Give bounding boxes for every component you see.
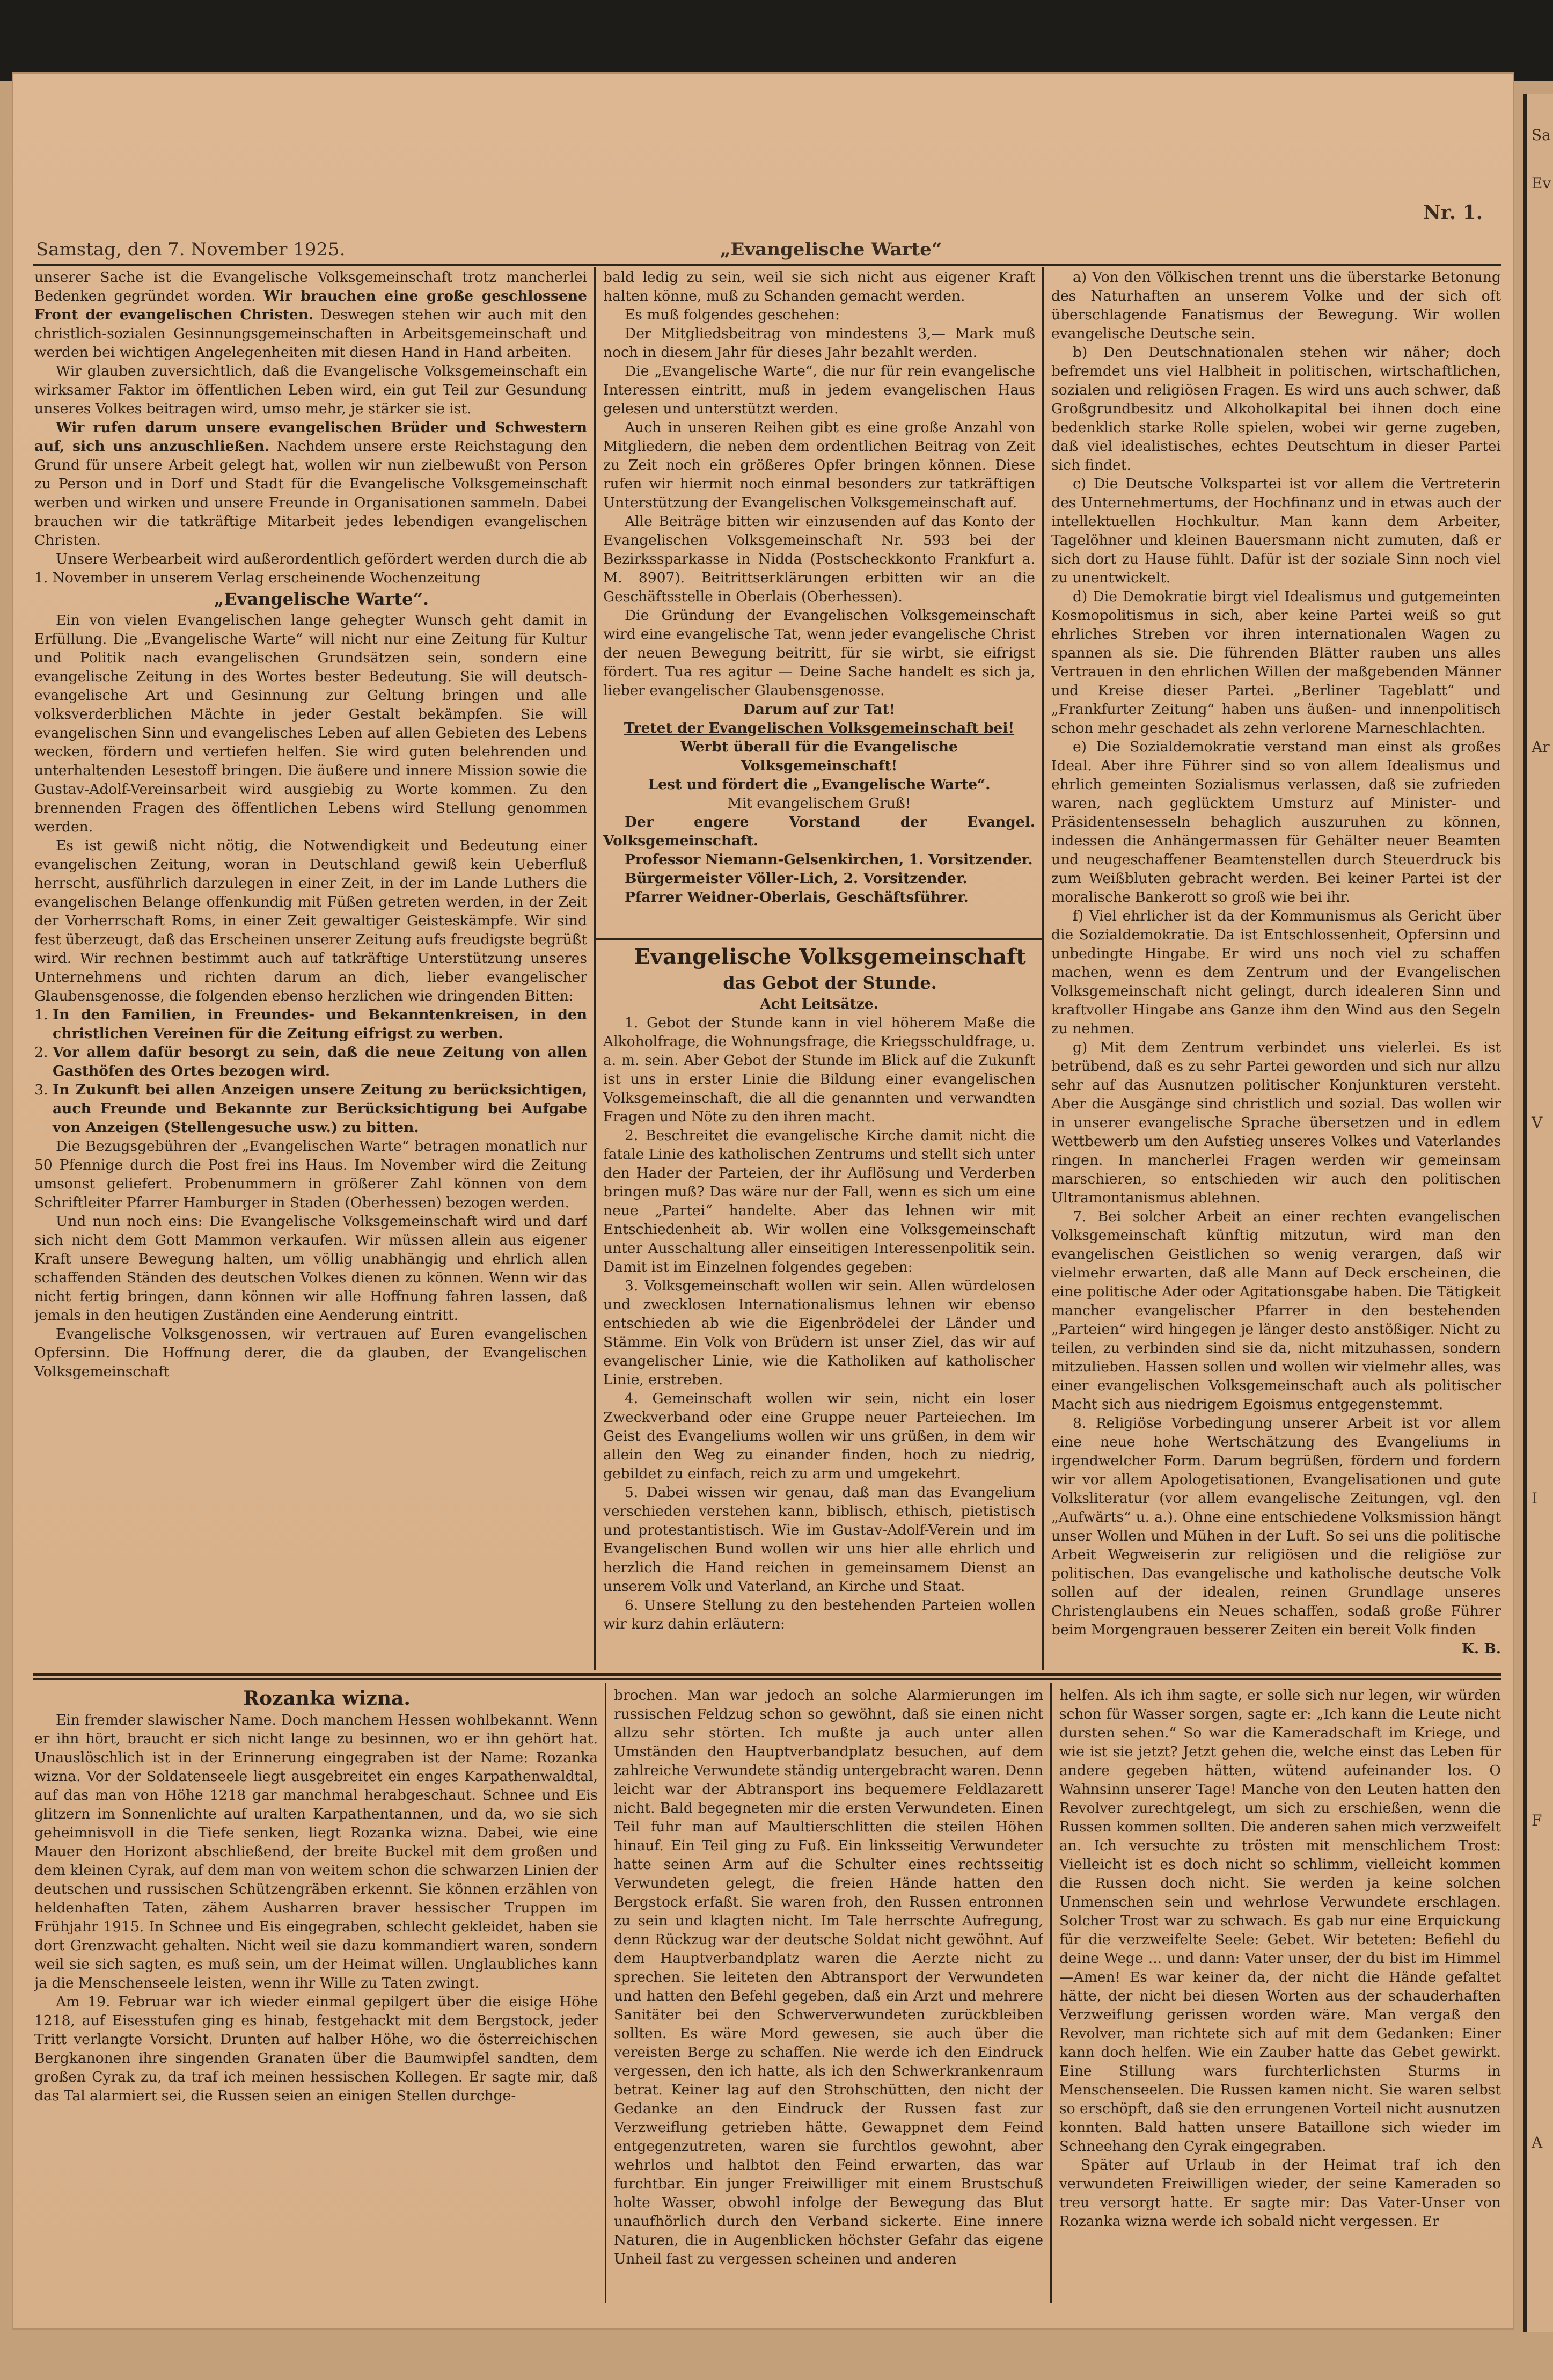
col1-paragraph: Die Bezugsgebühren der „Evangelischen Warte“ betragen monatlich nur 50 Pfennige durch die Post frei ins Haus. Im November wird die Zeitung umsonst geliefert. Probenummern in größerer Zahl können von dem Schriftleiter Pfarrer Hamburger in Staden (Oberhessen) bezogen werden. <box>34 1138 587 1211</box>
party-paragraph: a) Von den Völkischen trennt uns die überstarke Betonung des Naturhaften an unserem Volke und der sich oft überschlagende Fanatismus der Bewegung. Wir wollen evangelische Deutsche sein. <box>1051 269 1501 342</box>
column-rule <box>1042 267 1044 1670</box>
column-rule <box>605 1683 606 2303</box>
party-paragraph: g) Mit dem Zentrum verbindet uns vielerlei. Es ist betrübend, daß es zu sehr Partei geworden und sich nur allzu sehr auf das Ausnutzen politischer Konjunkturen versteht. Aber die Ausgänge sind christlich und sozial. Das wollen wir in unserer evangelische Sprache übersetzen und in edlem Wettbewerb um den Aufstieg unseres Volkes und Vaterlandes ringen. In mancherlei Fragen werden wir gemeinsam marschieren, so entschieden wir auch den politischen Ultramontanismus ablehnen. <box>1051 1039 1501 1206</box>
adjacent-page-fragment: A <box>1532 2134 1543 2151</box>
masthead-title: „Evangelische Warte“ <box>720 239 942 260</box>
thesis-paragraph: 3. Volksgemeinschaft wollen wir sein. Allen würdelosen und zwecklosen Internationalismus lehnen wir ebenso entschieden ab wie die Eigenbrödelei der Länder und Stämme. Ein Volk von Brüdern ist unser Ziel, das wir auf evangelischer Linie, wie die Katholiken auf katholischer Linie, erstreben. <box>603 1277 1035 1388</box>
call-to-action: Lest und fördert die „Evangelische Warte“. <box>648 776 991 793</box>
col1-text: unserer Sache ist die Evangelische Volksgemeinschaft trotz mancherlei Bedenken gegründet worden. <box>34 269 587 304</box>
section-subheading: das Gebot der Stunde. <box>723 973 937 993</box>
story-paragraph: Ein fremder slawischer Name. Doch manchem Hessen wohlbekannt. Wenn er ihn hört, braucht er sich nicht lange zu besinnen, wo er ihn gehört hat. Unauslöschlich ist in der Erinnerung eingegraben ist der Name: Rozanka wizna. Vor der Soldatenseele liegt ausgebreitet ein enges Karpathenwaldtal, auf das man von Höhe 1218 gar manchmal herabgeschaut. Schnee und Eis glitzern im Sonnenlichte auf uralten Karpathentannen, und da, wo sie sich geheimnisvoll in die Tiefe senken, liegt Rozanka wizna. Dabei, wie eine Mauer den Horizont abschließend, der breite Buckel mit dem großen und dem kleinen Cyrak, auf dem man von weitem schon die schwarzen Linien der deutschen und russischen Schützengräben erkennt. Sie können erzählen von heldenhaften Taten, zähem Ausharren braver hessischer Truppen im Frühjahr 1915. In Schnee und Eis eingegraben, schlecht gekleidet, haben sie dort Grenzwacht gehalten. Nicht weil sie dazu kommandiert waren, sondern weil sie sich sagten, es muß sein, um der Heimat willen. Unglaubliches kann ja die Menschenseele leisten, wenn ihr Wille zu Taten zwingt. <box>34 1712 598 1991</box>
adjacent-page-edge <box>1523 94 1553 2332</box>
board-signature: Pfarrer Weidner-Oberlais, Geschäftsführer. <box>625 889 969 906</box>
section-kicker: Acht Leitsätze. <box>760 996 878 1012</box>
call-to-action: Darum auf zur Tat! <box>743 701 896 718</box>
story-column-3 <box>1059 1686 1501 2303</box>
adjacent-page-fragment: I <box>1532 1490 1538 1507</box>
thesis-paragraph: 4. Gemeinschaft wollen wir sein, nicht ein loser Zweckverband oder eine Gruppe neuer Parteiechen. Im Geist des Evangeliums wollen wir uns grüßen, in dem wir allein den Weg zu einander finden, hoch zu niedrig, gebildet zu einfach, reich zu arm und umgekehrt. <box>603 1390 1035 1482</box>
author-initials: K. B. <box>1461 1640 1501 1657</box>
story-paragraph: brochen. Man war jedoch an solche Alarmierungen im russischen Feldzug schon so gewöhnt, daß sie einen nicht allzu sehr störten. Ich mußte ja auch unter allen Umständen den Hauptverbandplatz besuchen, auf dem zahlreiche Verwundete ständig untergebracht waren. Denn leicht war der Abtransport ins bequemere Feldlazarett nicht. Bald begegneten mir die ersten Verwundeten. Einen Teil fuhr man auf Maultierschlitten die steilen Höhen hinauf. Ein Teil ging zu Fuß. Ein linksseitig Verwundeter hatte seinen Arm auf die Schulter eines rechtsseitig Verwundeten gelegt, die freien Hände hatten den Bergstock erfaßt. Sie waren froh, den Russen entronnen zu sein und klagten nicht. Im Tale herrschte Aufregung, denn Rückzug war der deutsche Soldat nicht gewöhnt. Auf dem Hauptverbandplatz waren die Aerzte nicht zu sprechen. Sie leiteten den Abtransport der Verwundeten und hatten den Befehl gegeben, daß ein Arzt und mehrere Sanitäter bei den Schwerverwundeten zurückbleiben sollten. Es wäre Mord gewesen, sie auch über die vereisten Berge zu schaffen. Nie werde ich den Eindruck vergessen, den ich hatte, als ich den Schwerkrankenraum betrat. Keiner lag auf den Strohschütten, den nicht der Gedanke an den Eindruck der Russen fast zur Verzweiflung getrieben hätte. Gewappnet dem Feind entgegenzutreten, waren sie furchtlos gewohnt, aber wehrlos und halbtot den Feind erwarten, das war furchtbar. Ein junger Freiwilliger mit einem Brustschuß holte Wasser, obwohl infolge der Bewegung das Blut unaufhörlich durch den Verband sickerte. Eine innere Naturen, die in Augenblicken höchster Gefahr das eigene Unheil fast zu vergessen scheinen und anderen <box>614 1687 1043 2267</box>
col1-paragraph: Wir glauben zuversichtlich, daß die Evangelische Volksgemeinschaft ein wirksamer Faktor im öffentlichen Leben wird, ein gut Teil zur Gesundung unseres Volkes beitragen wird, umso mehr, je stärker sie ist. <box>34 363 587 417</box>
story-paragraph: helfen. Als ich ihm sagte, er solle sich nur legen, wir würden schon für Wasser sorgen, sagte er: „Ich kann die Leute nicht dursten sehen.“ So war die Kameradschaft im Kriege, und wie ist sie jetzt? Jetzt gehen die, welche einst das Leben für andere gegeben hätten, wütend aufeinander los. O Wahnsinn unserer Tage! Manche von den Leuten hatten den Revolver zurechtgelegt, um sich zu erschießen, wenn die Russen kommen sollten. Die anderen sahen mich verzweifelt an. Ich versuchte zu trösten mit menschlichem Trost: Vielleicht ist es doch nicht so schlimm, vielleicht kommen die Russen doch nicht. Sie werden ja keine solchen Unmenschen sein und wehrlose Verwundete erschlagen. Solcher Trost war zu schwach. Es gab nur eine Erquickung für die verzweifelte Seele: Gebet. Wir beteten: Befiehl du deine Wege ... und dann: Vater unser, der du bist im Himmel —Amen! Es war keiner da, der nicht die Hände gefaltet hätte, der nicht bei diesen Worten aus der schauderhaften Verzweiflung gerissen worden wäre. Man vergaß den Revolver, man richtete sich auf mit dem Gedanken: Einer kann doch helfen. Wie ein Zauber hatte das Gebet gewirkt. Eine Stillung wars furchterlichsten Sturms in Menschenseelen. Die Russen kamen nicht. Sie waren selbst so erschöpft, daß sie den errungenen Vorteil nicht ausnutzen konnten. Bald hatten unsere Bataillone sich wieder im Schneehang den Cyrak eingegraben. <box>1059 1687 1501 2155</box>
col2-paragraph: Alle Beiträge bitten wir einzusenden auf das Konto der Evangelischen Volksgemeinschaft Nr. 593 bei der Bezirkssparkasse in Nidda (Postscheckkonto Frankfurt a. M. 8907). Beitrittserklärungen erbitten wir an die Geschäftsstelle in Oberlais (Oberhessen). <box>603 513 1035 605</box>
thesis-paragraph: 6. Unsere Stellung zu den bestehenden Parteien wollen wir kurz dahin erläutern: <box>603 1597 1035 1632</box>
col2-paragraph: Auch in unseren Reihen gibt es eine große Anzahl von Mitgliedern, die neben dem ordentlichen Beitrag von Zeit zu Zeit noch ein größeres Opfer bringen können. Diese rufen wir hiermit noch einmal besonders zur tatkräftigen Unterstützung der Evangelischen Volksgemeinschaft auf. <box>603 419 1035 511</box>
party-paragraph: d) Die Demokratie birgt viel Idealismus und gutgemeinten Kosmopolitismus in sich, aber keine Partei weiß so gut ehrliches Streben vor ihren internationalen Wagen zu spannen als sie. Die führenden Blätter rauben uns alles Vertrauen in den ehrlichen Willen der maßgebenden Männer und Kreise dieser Partei. „Berliner Tageblatt“ und „Frankfurter Zeitung“ haben uns äußen- und innenpolitisch schon mehr geschadet als zehn verlorene Marneschlachten. <box>1051 588 1501 736</box>
col1-text: Nachdem unsere erste Reichstagung den Grund für unsere Arbeit gelegt hat, wollen wir nun zielbewußt von Person zu Person und in Dorf und Stadt für die Evangelische Volksgemeinschaft werben und wirken und unsere Freunde in Organisationen sammeln. Dabei brauchen wir die tatkräftige Mitarbeit jedes lebendigen evangelischen Christen. <box>34 438 587 549</box>
request-item: In Zukunft bei allen Anzeigen unsere Zeitung zu berücksichtigen, auch Freunde und Bekannte zur Berücksichtigung bei Aufgabe von Anzeigen (Stellengesuche usw.) zu bitten. <box>53 1082 587 1136</box>
article-column-2-top <box>603 268 1035 936</box>
col2-paragraph: Es muß folgendes geschehen: <box>625 306 840 323</box>
call-to-action: Werbt überall für die Evangelische Volksgemeinschaft! <box>680 739 958 774</box>
adjacent-page-fragment: Sa <box>1532 126 1551 144</box>
col1-paragraph: Unsere Werbearbeit wird außerordentlich gefördert werden durch die ab 1. November in unserem Verlag erscheinende Wochenzeitung <box>34 551 587 586</box>
story-title: Rozanka wizna. <box>243 1687 411 1710</box>
party-paragraph: b) Den Deutschnationalen stehen wir näher; doch befremdet uns viel Halbheit in politischen, wirtschaftlichen, sozialen und religiösen Fragen. Es wird uns auch schwer, daß Großgrundbesitz und Alkoholkapital bei ihnen doch eine bedenklich starke Rolle spielen, wobei wir gerne zugeben, daß viel idealistisches, echtes Deutschtum in dieser Partei sich findet. <box>1051 344 1501 473</box>
story-paragraph: Am 19. Februar war ich wieder einmal gepilgert über die eisige Höhe 1218, auf Eisesstufen ging es hinab, festgehackt mit dem Bergstock, jeder Tritt verlangte Vorsicht. Drunten auf halber Höhe, wo die österreichischen Bergkanonen ihre singenden Granaten über die Baumwipfel sandten, dem großen Cyrak zu, da traf ich meinen hessischen Kollegen. Er sagte mir, daß das Tal alarmiert sei, die Russen seien an einigen Stellen durchge- <box>34 1994 598 2104</box>
column-rule <box>1050 1683 1052 2303</box>
adjacent-page-fragment: V <box>1532 1114 1543 1131</box>
col1-bold: Wir rufen darum unsere evangelischen Brüder und Schwestern auf, sich uns anzuschließen. <box>34 419 587 455</box>
col1-paragraph: Und nun noch eins: Die Evangelische Volksgemeinschaft wird und darf sich nicht dem Gott Mammon verkaufen. Wir müssen allein aus eigener Kraft unsere Bewegung halten, um völlig unabhängig und ehrlich allen schaffenden Ständen des deutschen Volkes dienen zu können. Wenn wir das nicht fertig bringen, dann können wir alle Hoffnung fahren lassen, daß jemals in den heutigen Zuständen eine Aenderung eintritt. <box>34 1213 587 1324</box>
story-column-1 <box>34 1686 598 2303</box>
newspaper-page <box>12 72 1514 2330</box>
request-item: In den Familien, in Freundes- und Bekanntenkreisen, in den christlichen Vereinen für die Zeitung eifrigst zu werben. <box>53 1006 587 1042</box>
thesis-paragraph: 7. Bei solcher Arbeit an einer rechten evangelischen Volksgemeinschaft künftig mitzutun, wird man den evangelischen Geistlichen so wenig verargen, daß wir vielmehr erwarten, daß alle Mann auf Deck erscheinen, die eine politische Ader oder Agitationsgabe haben. Die Tätigkeit mancher evangelischer Pfarrer in den bestehenden „Parteien“ wird hingegen je länger desto anstößiger. Nicht zu teilen, zu verbinden sind sie da, nicht mitzuhassen, sondern mitzulieben. Hassen sollen und wollen wir vielmehr alles, was einer evangelischen Volksgemeinschaft auch als politischer Macht sich aus niedrigem Egoismus entgegenstemmt. <box>1051 1208 1501 1413</box>
adjacent-page-fragment: Ar <box>1532 738 1550 756</box>
issue-number: Nr. 1. <box>1423 201 1483 224</box>
board-signature: Der engere Vorstand der Evangel. Volksgemeinschaft. <box>603 814 1035 849</box>
issue-date: Samstag, den 7. November 1925. <box>36 239 346 260</box>
col1-bold: Wir brauchen eine große geschlossene Front der evangelischen Christen. <box>34 288 587 323</box>
greeting: Mit evangelischem Gruß! <box>727 795 911 812</box>
col1-paragraph: Es ist gewiß nicht nötig, die Notwendigkeit und Bedeutung einer evangelischen Zeitung, woran in Deutschland gewiß kein Ueberfluß herrscht, ausführlich darzulegen in einer Zeit, in der im Lande Luthers die evangelischen Belange offenkundig mit Füßen getreten werden, in der Zeit der Vorherrschaft Roms, in einer Zeit gewaltiger Geisteskämpfe. Wir sind fest überzeugt, daß das Erscheinen unserer Zeitung aufs freudigste begrüßt wird. Wir rechnen bestimmt auch auf tatkräftige Unterstützung unseres Unternehmens und richten darum an dich, lieber evangelischer Glaubensgenosse, die folgenden ebenso herzlichen wie dringenden Bitten: <box>34 837 587 1004</box>
request-list <box>34 1005 587 1137</box>
thesis-paragraph: 1. Gebot der Stunde kann in viel höherem Maße die Alkoholfrage, die Wohnungsfrage, die Kriegsschuldfrage, u. a. m. sein. Aber Gebot der Stunde im Blick auf die Zukunft ist uns in erster Linie die Bildung einer evangelischen Volksgemeinschaft, die all die genannten und verwandten Fragen und Nöte zu den ihren macht. <box>603 1014 1035 1125</box>
call-to-action: Tretet der Evangelischen Volksgemeinschaft bei! <box>624 720 1015 736</box>
thesis-paragraph: 2. Beschreitet die evangelische Kirche damit nicht die fatale Linie des katholischen Zentrums und stellt sich unter den Hader der Parteien, der ihr Auflösung und Verderben bringen muß? Das wäre nur der Fall, wenn es sich um eine neue „Partei“ handelte. Aber das lehnen wir mit Entschiedenheit ab. Wir wollen eine Volksgemeinschaft unter Ausschaltung aller einseitigen Interessenpolitik sein. Damit ist im Einzelnen folgendes gegeben: <box>603 1127 1035 1275</box>
thesis-paragraph: 5. Dabei wissen wir genau, daß man das Evangelium verschieden verstehen kann, biblisch, ethisch, pietistisch und protestantistisch. Wie im Gustav-Adolf-Verein und im Evangelischen Bund wollen wir uns hier alle ehrlich und herzlich die Hand reichen in gemeinsamem Dienst an unserem Volk und Vaterland, an Kirche und Staat. <box>603 1484 1035 1595</box>
col1-paragraph: Ein von vielen Evangelischen lange gehegter Wunsch geht damit in Erfüllung. Die „Evangelische Warte“ will nicht nur eine Zeitung für Kultur und Politik nach evangelischen Grundsätzen sein, sondern eine evangelische Zeitung in des Wortes bester Bedeutung. Sie will deutsch-evangelische Art und Gesinnung zur Geltung bringen und alle volksverderblichen Mächte in jeder Gestalt bekämpfen. Sie will evangelischen Sinn und evangelisches Leben auf allen Gebieten des Lebens wecken, fördern und vertiefen helfen. Sie wird guten belehrenden und unterhaltenden Lesestoff bringen. Die äußere und innere Mission sowie die Gustav-Adolf-Vereinsarbeit wird ausgiebig zu Worte kommen. Zu den brennenden Fragen des öffentlichen Lebens wird Stellung genommen werden. <box>34 612 587 835</box>
board-signature: Professor Niemann-Gelsenkirchen, 1. Vorsitzender. <box>625 851 1033 868</box>
col1-paragraph: Evangelische Volksgenossen, wir vertrauen auf Euren evangelischen Opfersinn. Die Hoffnung derer, die da glauben, der Evangelischen Volksgemeinschaft <box>34 1326 587 1380</box>
party-paragraph: e) Die Sozialdemokratie verstand man einst als großes Ideal. Aber ihre Führer sind so von allem Idealismus und ehrlich gemeinten Sozialismus verlassen, daß sie zufrieden waren, nach geglücktem Umsturz auf Minister- und Präsidentensesseln behaglich auszuruhen zu können, indessen die Anhängermassen für Gehälter neuer Beamten und neugeschaffener Beamtenstellen durch Steuerdruck bis zum Weißbluten gebracht werden. Bei keiner Partei ist der moralische Bankerott so groß wie bei ihr. <box>1051 739 1501 906</box>
story-paragraph: Später auf Urlaub in der Heimat traf ich den verwundeten Freiwilligen wieder, der seine Kameraden so treu versorgt hatte. Er sagte mir: Das Vater-Unser von Rozanka wizna werde ich sobald nicht vergessen. Er <box>1059 2157 1501 2230</box>
col2-paragraph: Der Mitgliedsbeitrag von mindestens 3,— Mark muß noch in diesem Jahr für dieses Jahr bezahlt werden. <box>603 325 1035 361</box>
story-column-2 <box>614 1686 1043 2303</box>
adjacent-page-fragment: F <box>1532 1812 1542 1829</box>
section-heading: Evangelische Volksgemeinschaft <box>634 944 1026 969</box>
col2-paragraph: Die „Evangelische Warte“, die nur für rein evangelische Interessen eintritt, muß in jedem evangelischen Haus gelesen und unterstützt werden. <box>603 363 1035 417</box>
board-signature: Bürgermeister Völler-Lich, 2. Vorsitzender. <box>625 870 968 887</box>
story-rule <box>33 1673 1501 1676</box>
header-rule <box>33 264 1501 266</box>
article-column-1 <box>34 268 587 1670</box>
adjacent-page-fragment: Ev <box>1532 174 1551 192</box>
section-rule <box>594 938 1043 940</box>
col2-paragraph: Die Gründung der Evangelischen Volksgemeinschaft wird eine evangelische Tat, wenn jeder evangelische Christ der neuen Bewegung beitritt, für sie wirbt, sie eifrigst fördert. Tua res agitur — Deine Sache handelt es sich ja, lieber evangelischer Glaubensgenosse. <box>603 607 1035 699</box>
paper-title-mention: „Evangelische Warte“. <box>214 589 429 609</box>
request-item: Vor allem dafür besorgt zu sein, daß die neue Zeitung von allen Gasthöfen des Ortes bezogen wird. <box>53 1044 587 1079</box>
party-paragraph: f) Viel ehrlicher ist da der Kommunismus als Gericht über die Sozialdemokratie. Da ist Entschlossenheit, Opfersinn und unbedingte Hingabe. Er wird uns noch viel zu schaffen machen, wenn es dem Zentrum und der Evangelischen Volksgemeinschaft nicht gelingt, durch idealeren Sinn und kraftvoller Hingabe ans Ganze ihm den Wind aus den Segeln zu nehmen. <box>1051 908 1501 1037</box>
article-column-2-bottom <box>603 943 1035 1669</box>
column-rule <box>594 267 596 1670</box>
article-column-3 <box>1051 268 1501 1670</box>
col2-paragraph: bald ledig zu sein, weil sie sich nicht aus eigener Kraft halten könne, muß zu Schanden gemacht werden. <box>603 269 1035 304</box>
story-rule <box>33 1678 1501 1680</box>
thesis-paragraph: 8. Religiöse Vorbedingung unserer Arbeit ist vor allem eine neue hohe Wertschätzung des Evangeliums in irgendwelcher Form. Darum begrüßen, fördern und fordern wir vor allem Apologetisationen, Evangelisationen und gute Volksliteratur (vor allem evangelische Zeitungen, vgl. den „Aufwärts“ u. a.). Ohne eine entschiedene Volksmission hängt unser Wollen und Mühen in der Luft. So sei uns die politische Arbeit Wegweiserin zur religiösen und die religiöse zur politischen. Das evangelische und katholische deutsche Volk sollen auf der idealen, reinen Grundlage unseres Christenglaubens ein Neues schaffen, sodaß große Führer beim Morgengrauen besserer Zeiten ein bereit Volk finden <box>1051 1415 1501 1638</box>
col1-text: Deswegen stehen wir auch mit den christlich-sozialen Gesinnungsgemeinschaften in Arbeitsgemeinschaft und werden bei wichtigen Angelegenheiten mit diesen Hand in Hand arbeiten. <box>34 306 587 361</box>
party-paragraph: c) Die Deutsche Volkspartei ist vor allem die Vertreterin des Unternehmertums, der Hochfinanz und in etwas auch der intellektuellen Hochkultur. Man kann dem Arbeiter, Tagelöhner und kleinen Bauersmann nicht zumuten, daß er sich dort zu Hause fühlt. Dafür ist der soziale Sinn noch viel zu unentwickelt. <box>1051 476 1501 586</box>
